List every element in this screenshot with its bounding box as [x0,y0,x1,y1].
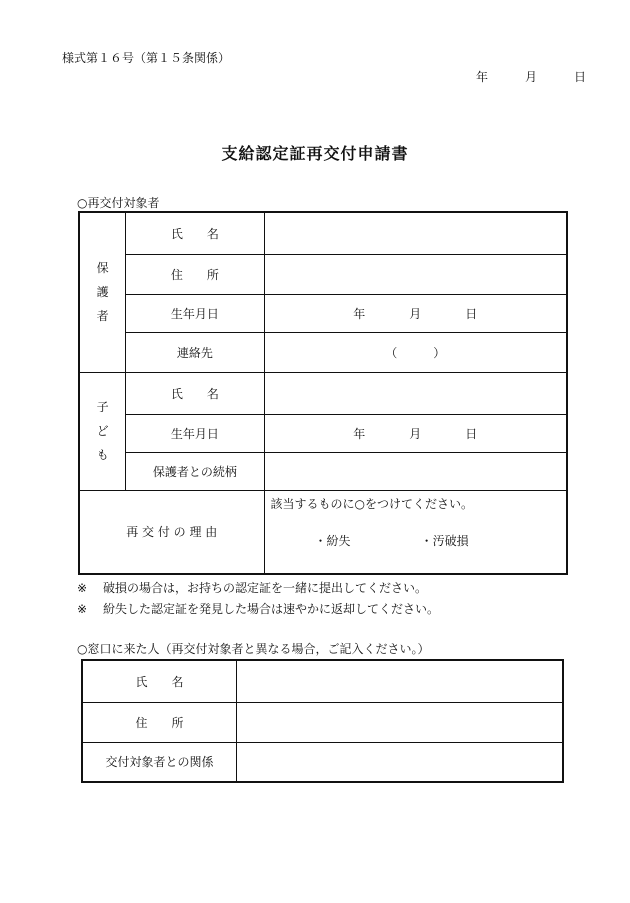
form-number: 様式第１６号（第１５条関係） [62,51,231,65]
guardian-address-field[interactable] [264,254,567,294]
date-year-label: 年 [476,70,489,84]
visitor-relation-label: 交付対象者との関係 [82,742,236,782]
child-name-field[interactable] [264,372,567,414]
child-group-label: 子 ど も [79,372,126,490]
section-target-heading: ○再交付対象者 [77,196,160,210]
note-damaged [77,579,427,596]
visitor-relation-field[interactable] [236,742,563,782]
contact-parentheses: （ ） [385,345,446,360]
birth-month-label: 月 [409,426,422,441]
birth-day-label: 日 [465,426,478,441]
reason-field [264,490,567,574]
note-text: 破損の場合は，お持ちの認定証を一緒に提出してください。 [103,581,428,595]
child-birthdate-field[interactable] [264,414,567,452]
visitor-address-field[interactable] [236,702,563,742]
reason-instruction: 該当するものに○をつけてください。 [270,496,474,511]
reason-label: 再 交 付 の 理 由 [79,490,264,574]
visitor-address-label: 住 所 [82,702,236,742]
visitor-table [81,659,564,783]
birth-year-label: 年 [353,426,366,441]
guardian-address-label: 住 所 [126,254,264,294]
child-relation-field[interactable] [264,452,567,490]
note-lost [77,600,439,617]
date-day-label: 日 [573,70,586,84]
birth-year-label: 年 [353,306,366,321]
target-person-table [78,211,568,575]
guardian-name-label: 氏 名 [126,212,264,254]
child-name-label: 氏 名 [126,372,264,414]
application-date [476,68,586,85]
document-title: 支給認定証再交付申請書 [221,144,409,163]
note-mark: ※ [77,581,88,595]
reason-option-lost[interactable]: ・紛失 [314,533,351,548]
guardian-birthdate-label: 生年月日 [126,294,264,332]
note-text: 紛失した認定証を発見した場合は速やかに返却してください。 [103,602,440,616]
guardian-group-label: 保 護 者 [79,212,126,372]
guardian-contact-field[interactable] [264,332,567,372]
note-mark: ※ [77,602,88,616]
visitor-name-field[interactable] [236,660,563,702]
child-relation-label: 保護者との続柄 [126,452,264,490]
birth-day-label: 日 [465,306,478,321]
section-visitor-heading: ○窓口に来た人（再交付対象者と異なる場合，ご記入ください。） [77,642,430,656]
child-birthdate-label: 生年月日 [126,414,264,452]
guardian-contact-label: 連絡先 [126,332,264,372]
date-month-label: 月 [524,70,537,84]
visitor-name-label: 氏 名 [82,660,236,702]
guardian-birthdate-field[interactable] [264,294,567,332]
reason-option-damaged[interactable]: ・汚破損 [420,533,469,548]
guardian-name-field[interactable] [264,212,567,254]
birth-month-label: 月 [409,306,422,321]
